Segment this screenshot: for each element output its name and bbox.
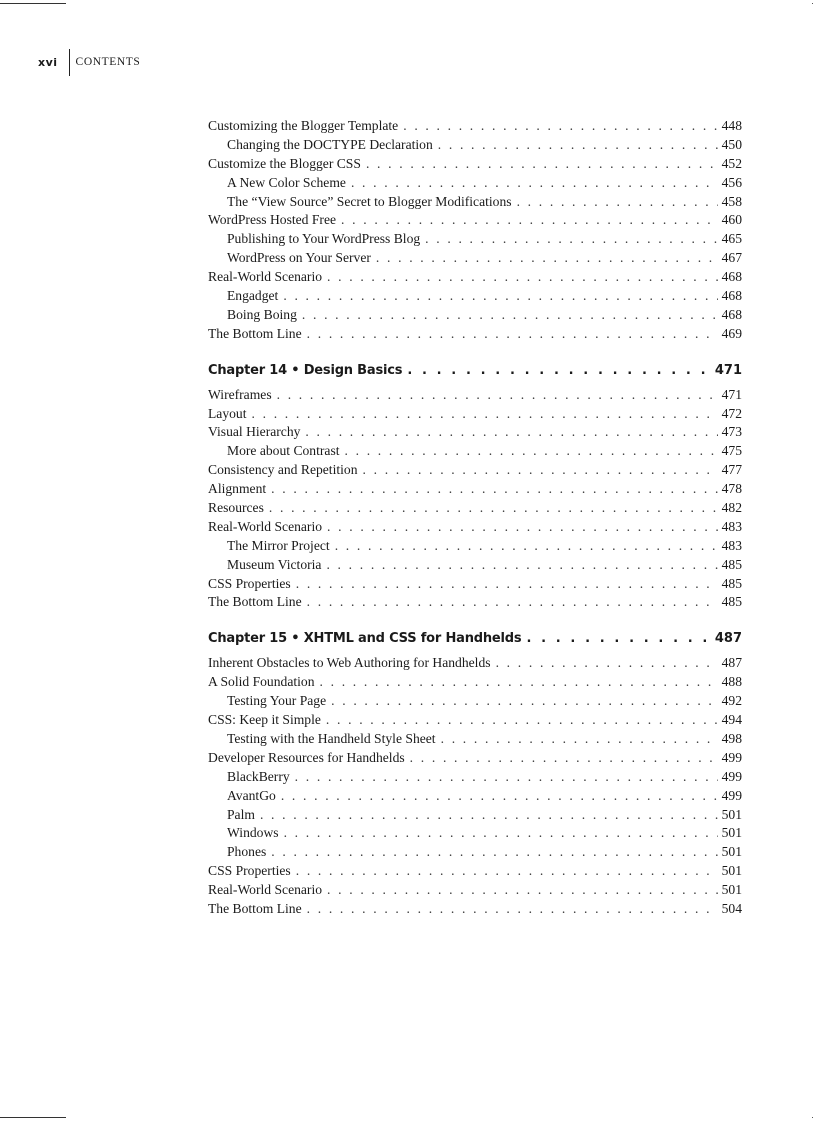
dot-leader: [284, 825, 718, 841]
dot-leader: [320, 674, 718, 690]
toc-page-number: 504: [721, 900, 742, 916]
toc-page-number: 460: [721, 212, 742, 228]
toc-entry-title: Developer Resources for Handhelds: [208, 749, 405, 765]
toc-entry-title: Changing the DOCTYPE Declaration: [227, 136, 433, 152]
dot-leader: [351, 175, 718, 191]
toc-entry-title: Visual Hierarchy: [208, 424, 301, 440]
toc-entry-title: Chapter 14 • Design Basics: [208, 362, 403, 378]
toc-page-number: 452: [721, 155, 742, 171]
toc-entry[interactable]: [208, 576, 742, 595]
dot-leader: [271, 481, 717, 497]
toc-subentry[interactable]: [208, 250, 742, 269]
toc-entry-title: Inherent Obstacles to Web Authoring for Handhelds: [208, 655, 491, 671]
toc-page-number: 494: [721, 712, 742, 728]
toc-page-number: 485: [721, 556, 742, 572]
toc-page-number: 487: [721, 655, 742, 671]
toc-entry-title: A New Color Scheme: [227, 174, 346, 190]
toc-subentry[interactable]: [208, 788, 742, 807]
toc-entry-title: Testing with the Handheld Style Sheet: [227, 730, 436, 746]
toc-entry-title: More about Contrast: [227, 443, 340, 459]
dot-leader: [327, 882, 718, 898]
toc-page-number: 468: [721, 288, 742, 304]
toc-entry-title: CSS: Keep it Simple: [208, 712, 321, 728]
toc-subentry[interactable]: [208, 175, 742, 194]
toc-subentry[interactable]: [208, 731, 742, 750]
toc-entry-title: CSS Properties: [208, 575, 291, 591]
toc-entry-title: The “View Source” Secret to Blogger Modifications: [227, 193, 512, 209]
toc-entry-title: Real-World Scenario: [208, 882, 323, 898]
toc-entry[interactable]: [208, 387, 742, 406]
dot-leader: [327, 519, 718, 535]
toc-chapter-heading[interactable]: [208, 631, 742, 653]
toc-subentry[interactable]: [208, 557, 742, 576]
toc-page-number: 471: [714, 362, 742, 378]
dot-leader: [345, 443, 718, 459]
running-head: CONTENTS: [75, 56, 141, 68]
toc-page-number: 471: [721, 386, 742, 402]
dot-leader: [296, 863, 718, 879]
toc-page-number: 499: [721, 768, 742, 784]
toc-entry[interactable]: [208, 212, 742, 231]
toc-entry[interactable]: [208, 519, 742, 538]
dot-leader: [363, 462, 718, 478]
dot-leader: [425, 231, 717, 247]
crop-mark-dot: [812, 3, 813, 4]
toc-page-number: 485: [721, 575, 742, 591]
toc-entry-title: Alignment: [208, 481, 267, 497]
toc-entry[interactable]: [208, 481, 742, 500]
toc-entry[interactable]: [208, 462, 742, 481]
toc-entry[interactable]: [208, 712, 742, 731]
toc-entry-title: The Bottom Line: [208, 325, 302, 341]
toc-entry[interactable]: [208, 118, 742, 137]
toc-entry[interactable]: [208, 326, 742, 345]
toc-entry-title: Chapter 15 • XHTML and CSS for Handhelds: [208, 631, 522, 647]
toc-entry[interactable]: [208, 863, 742, 882]
toc-page-number: 498: [721, 730, 742, 746]
toc-entry-title: Customize the Blogger CSS: [208, 155, 361, 171]
toc-entry-title: Palm: [227, 806, 255, 822]
toc-page-number: 499: [721, 787, 742, 803]
toc-chapter-heading[interactable]: [208, 363, 742, 385]
toc-entry[interactable]: [208, 406, 742, 425]
toc-entry-title: AvantGo: [227, 787, 276, 803]
toc-entry-title: CSS Properties: [208, 863, 291, 879]
toc-page-number: 469: [721, 325, 742, 341]
dot-leader: [326, 712, 718, 728]
toc-entry[interactable]: [208, 750, 742, 769]
toc-page-number: 450: [721, 136, 742, 152]
toc-entry[interactable]: [208, 500, 742, 519]
dot-leader: [517, 194, 718, 210]
dot-leader: [307, 326, 718, 342]
dot-leader: [376, 250, 718, 266]
dot-leader: [281, 788, 718, 804]
toc-page-number: 472: [721, 405, 742, 421]
crop-mark-top: [0, 3, 66, 4]
toc-subentry[interactable]: [208, 137, 742, 156]
toc-entry-title: WordPress on Your Server: [227, 250, 371, 266]
dot-leader: [283, 288, 717, 304]
dot-leader: [302, 307, 718, 323]
dot-leader: [403, 118, 717, 134]
toc-subentry[interactable]: [208, 693, 742, 712]
dot-leader: [260, 807, 718, 823]
toc-subentry[interactable]: [208, 231, 742, 250]
dot-leader: [410, 750, 718, 766]
toc-entry[interactable]: [208, 424, 742, 443]
toc-entry-title: The Bottom Line: [208, 900, 302, 916]
dot-leader: [295, 769, 718, 785]
toc-entry[interactable]: [208, 156, 742, 175]
toc-subentry[interactable]: [208, 807, 742, 826]
toc-subentry[interactable]: [208, 307, 742, 326]
toc-subentry[interactable]: [208, 769, 742, 788]
crop-mark-bottom: [0, 1117, 66, 1118]
dot-leader: [407, 363, 709, 378]
toc-entry-title: Publishing to Your WordPress Blog: [227, 231, 421, 247]
toc-page-number: 467: [721, 250, 742, 266]
dot-leader: [496, 655, 718, 671]
toc-subentry[interactable]: [208, 194, 742, 213]
toc-entry-title: Wireframes: [208, 386, 272, 402]
toc-entry-title: Engadget: [227, 288, 279, 304]
toc-page-number: 468: [721, 306, 742, 322]
toc-entry-title: Consistency and Repetition: [208, 462, 358, 478]
dot-leader: [341, 212, 718, 228]
toc-entry-title: Real-World Scenario: [208, 269, 323, 285]
toc-page-number: 501: [721, 844, 742, 860]
page-number: xvi: [38, 55, 58, 69]
toc-entry-title: Boing Boing: [227, 306, 297, 322]
toc-page-number: 501: [721, 863, 742, 879]
toc-entry-title: The Mirror Project: [227, 537, 330, 553]
toc-page-number: 501: [721, 882, 742, 898]
toc-page-number: 488: [721, 674, 742, 690]
toc-page-number: 465: [721, 231, 742, 247]
dot-leader: [269, 500, 718, 516]
toc-page-number: 487: [714, 631, 742, 647]
toc-entry[interactable]: [208, 594, 742, 613]
toc-page-number: 483: [721, 537, 742, 553]
toc-entry-title: Phones: [227, 844, 267, 860]
toc-subentry[interactable]: [208, 844, 742, 863]
toc-page-number: 485: [721, 594, 742, 610]
toc-page-number: 483: [721, 518, 742, 534]
toc-page-number: 477: [721, 462, 742, 478]
toc-entry-title: BlackBerry: [227, 768, 290, 784]
toc-entry-title: Testing Your Page: [227, 693, 327, 709]
toc-page-number: 473: [721, 424, 742, 440]
toc-page-number: 456: [721, 174, 742, 190]
dot-leader: [271, 844, 717, 860]
dot-leader: [307, 901, 718, 917]
table-of-contents: [208, 118, 742, 920]
toc-subentry[interactable]: [208, 825, 742, 844]
toc-page-number: 501: [721, 825, 742, 841]
toc-entry[interactable]: [208, 674, 742, 693]
toc-page-number: 458: [721, 193, 742, 209]
toc-page-number: 501: [721, 806, 742, 822]
toc-entry-title: The Bottom Line: [208, 594, 302, 610]
toc-entry[interactable]: [208, 655, 742, 674]
toc-entry-title: Layout: [208, 405, 247, 421]
page-header: [38, 48, 140, 76]
toc-subentry[interactable]: [208, 288, 742, 307]
toc-entry-title: Museum Victoria: [227, 556, 322, 572]
toc-subentry[interactable]: [208, 443, 742, 462]
toc-entry-title: A Solid Foundation: [208, 674, 315, 690]
dot-leader: [277, 387, 718, 403]
toc-entry-title: Resources: [208, 500, 264, 516]
dot-leader: [441, 731, 718, 747]
dot-leader: [331, 693, 717, 709]
dot-leader: [296, 576, 718, 592]
dot-leader: [366, 156, 718, 172]
dot-leader: [307, 594, 718, 610]
toc-page-number: 499: [721, 749, 742, 765]
header-divider: [69, 49, 70, 76]
toc-entry[interactable]: [208, 901, 742, 920]
crop-mark-dot: [812, 1117, 813, 1118]
toc-page-number: 478: [721, 481, 742, 497]
dot-leader: [252, 406, 718, 422]
dot-leader: [335, 538, 718, 554]
toc-page-number: 482: [721, 500, 742, 516]
dot-leader: [438, 137, 718, 153]
toc-entry-title: Customizing the Blogger Template: [208, 118, 399, 133]
dot-leader: [326, 557, 717, 573]
toc-page-number: 492: [721, 693, 742, 709]
toc-page-number: 468: [721, 269, 742, 285]
toc-entry[interactable]: [208, 269, 742, 288]
toc-subentry[interactable]: [208, 538, 742, 557]
toc-entry[interactable]: [208, 882, 742, 901]
dot-leader: [305, 424, 717, 440]
toc-page-number: 475: [721, 443, 742, 459]
dot-leader: [327, 269, 718, 285]
toc-entry-title: WordPress Hosted Free: [208, 212, 337, 228]
toc-entry-title: Real-World Scenario: [208, 518, 323, 534]
dot-leader: [526, 631, 708, 646]
toc-entry-title: Windows: [227, 825, 279, 841]
toc-page-number: 448: [721, 118, 742, 133]
